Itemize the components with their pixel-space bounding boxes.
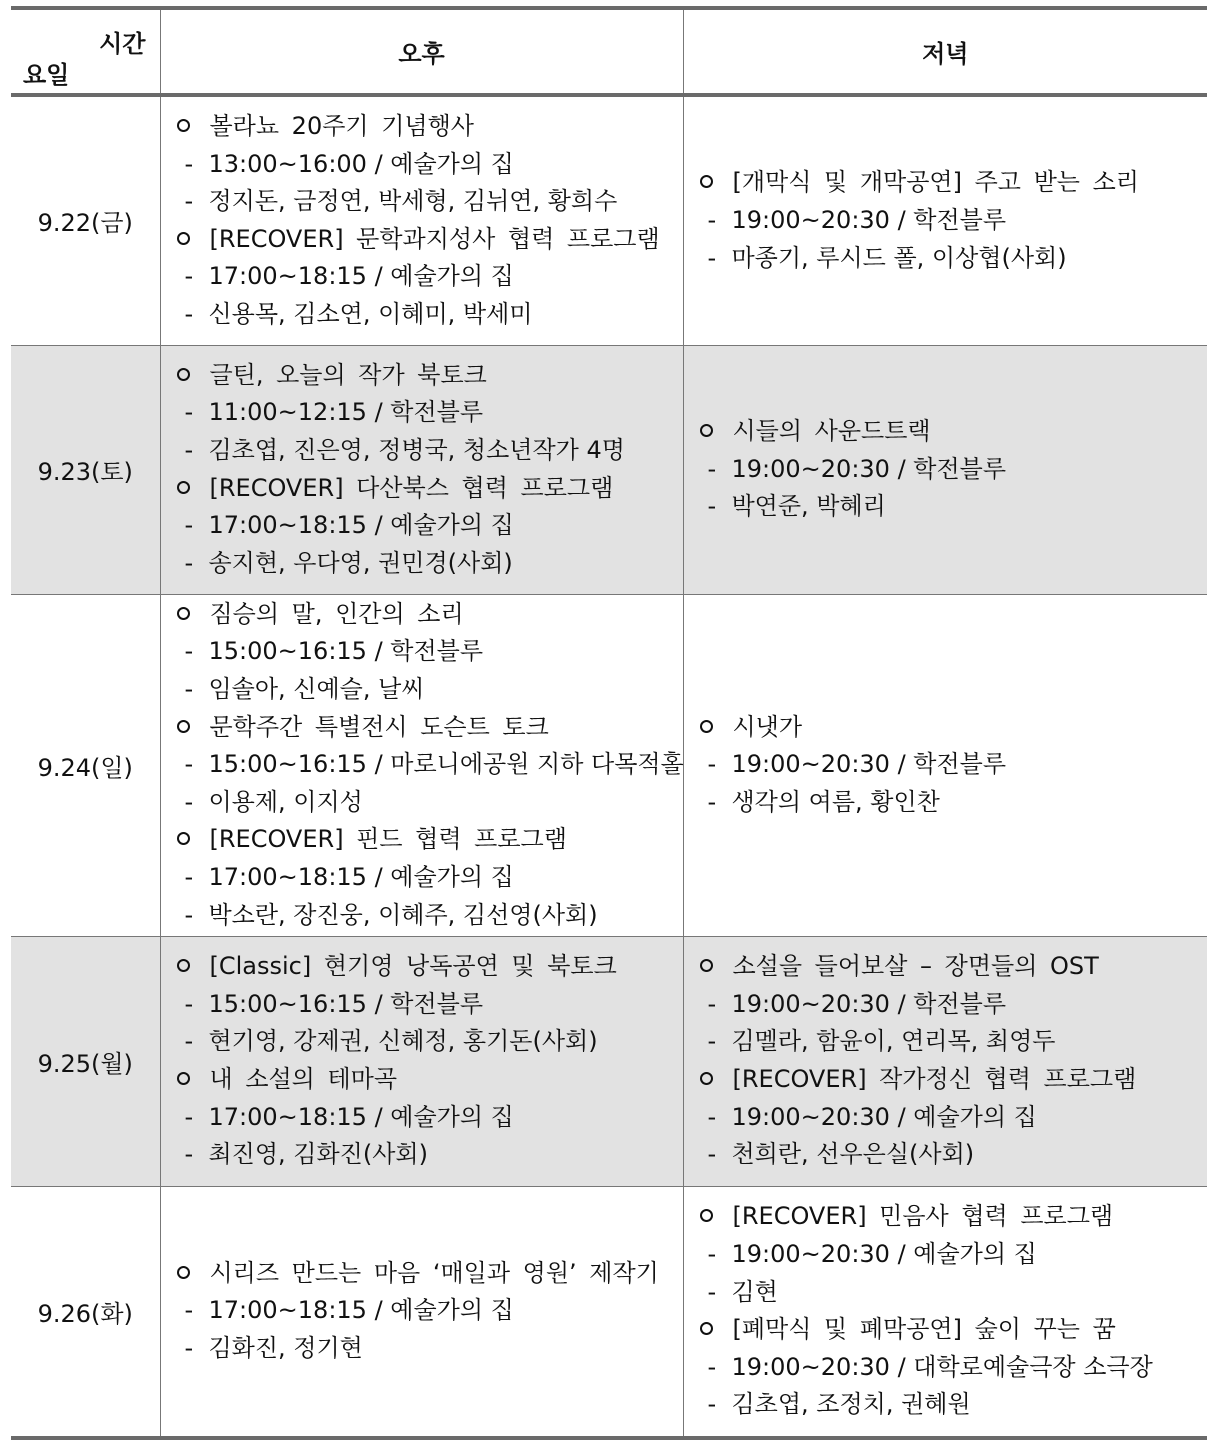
event-time-venue-line [177, 986, 673, 1024]
event-time-venue-line [700, 1099, 1198, 1137]
bullet-circle-icon [700, 1209, 713, 1222]
event-time-venue: 19:00~20:30 / 학전블루 [731, 205, 1007, 234]
schedule-row [11, 345, 1207, 594]
event-list [161, 108, 683, 334]
event-title: 시들의 사운드트랙 [732, 417, 931, 446]
event-participants: 김멜라, 함윤이, 연리목, 최영두 [731, 1027, 1056, 1056]
event-time-venue-line [177, 258, 673, 296]
event-title-line [177, 1061, 673, 1099]
bullet-circle-icon [700, 720, 713, 733]
event-participants-line [177, 1136, 673, 1174]
event-title-line [177, 596, 673, 634]
day-cell: 9.22(금) [11, 95, 160, 345]
event-time-venue-line [700, 746, 1198, 784]
dash-marker: - [707, 1277, 717, 1306]
event-time-venue-line [177, 146, 673, 184]
event-participants: 현기영, 강제권, 신혜정, 홍기돈(사회) [208, 1027, 598, 1056]
event-participants-line [700, 488, 1198, 526]
event-time-venue: 19:00~20:30 / 학전블루 [731, 454, 1007, 483]
event-participants-line [177, 1330, 673, 1368]
dash-marker: - [707, 750, 717, 779]
header-afternoon: 오후 [160, 8, 683, 95]
dash-marker: - [707, 243, 717, 272]
event-title-line [177, 1255, 673, 1293]
event-time-venue: 19:00~20:30 / 예술가의 집 [731, 1102, 1037, 1131]
dash-marker: - [707, 1140, 717, 1169]
event-title-line [700, 948, 1198, 986]
schedule-row [11, 95, 1207, 345]
event-participants: 최진영, 김화진(사회) [208, 1140, 428, 1169]
evening-cell [683, 345, 1207, 594]
dash-marker: - [184, 675, 194, 704]
event-participants-line [177, 545, 673, 583]
event-participants-line [700, 784, 1198, 822]
event-participants: 송지현, 우다영, 권민경(사회) [208, 548, 513, 577]
event-participants-line [177, 897, 673, 935]
afternoon-cell [160, 936, 683, 1186]
event-time-venue: 15:00~16:15 / 마로니에공원 지하 다목적홀 [208, 750, 684, 779]
dash-marker: - [184, 1334, 194, 1363]
evening-cell [683, 95, 1207, 345]
event-participants: 마종기, 루시드 폴, 이상협(사회) [731, 243, 1067, 272]
header-time-label: 시간 [99, 30, 146, 58]
dash-marker: - [707, 454, 717, 483]
dash-marker: - [184, 862, 194, 891]
event-time-venue-line [700, 1236, 1198, 1274]
day-cell: 9.26(화) [11, 1186, 160, 1438]
event-title-line [177, 108, 673, 146]
dash-marker: - [707, 1102, 717, 1131]
afternoon-cell [160, 594, 683, 936]
dash-marker: - [184, 750, 194, 779]
event-time-venue-line [177, 633, 673, 671]
event-title: [RECOVER] 다산북스 협력 프로그램 [209, 473, 614, 502]
dash-marker: - [184, 511, 194, 540]
event-participants: 임솔아, 신예슬, 날씨 [208, 675, 425, 704]
event-participants: 김현 [731, 1277, 778, 1306]
event-title: 시냇가 [732, 712, 803, 741]
event-title-line [700, 1198, 1198, 1236]
corner-header [11, 8, 160, 95]
bullet-circle-icon [177, 368, 190, 381]
dash-marker: - [707, 205, 717, 234]
event-time-venue: 19:00~20:30 / 대학로예술극장 소극장 [731, 1352, 1153, 1381]
event-participants-line [177, 784, 673, 822]
event-time-venue: 19:00~20:30 / 예술가의 집 [731, 1240, 1037, 1269]
event-title-line [177, 709, 673, 747]
event-title: [RECOVER] 민음사 협력 프로그램 [732, 1202, 1114, 1231]
bullet-circle-icon [177, 119, 190, 132]
event-list [161, 357, 683, 583]
event-title: [폐막식 및 폐막공연] 숲이 꾸는 꿈 [732, 1315, 1116, 1344]
event-title-line [177, 221, 673, 259]
event-title-line [700, 1061, 1198, 1099]
dash-marker: - [184, 1027, 194, 1056]
event-title-line [177, 357, 673, 395]
event-participants: 정지돈, 금정연, 박세형, 김뉘연, 황희수 [208, 187, 618, 216]
event-participants: 천희란, 선우은실(사회) [731, 1140, 975, 1169]
event-participants: 생각의 여름, 황인찬 [731, 787, 940, 816]
event-title: 소설을 들어보살 – 장면들의 OST [732, 952, 1099, 981]
dash-marker: - [184, 262, 194, 291]
dash-marker: - [184, 435, 194, 464]
event-time-venue-line [177, 859, 673, 897]
dash-marker: - [184, 900, 194, 929]
dash-marker: - [184, 989, 194, 1018]
event-list [161, 948, 683, 1174]
event-participants: 박연준, 박혜리 [731, 492, 886, 521]
event-title-line [700, 1311, 1198, 1349]
bullet-circle-icon [177, 1072, 190, 1085]
dash-marker: - [707, 1352, 717, 1381]
dash-marker: - [184, 637, 194, 666]
bullet-circle-icon [177, 1266, 190, 1279]
event-title: 짐승의 말, 인간의 소리 [209, 599, 464, 628]
day-cell: 9.23(토) [11, 345, 160, 594]
event-title: 문학주간 특별전시 도슨트 토크 [209, 712, 549, 741]
event-time-venue-line [700, 202, 1198, 240]
bullet-circle-icon [177, 607, 190, 620]
event-list [161, 596, 683, 934]
event-title: [RECOVER] 작가정신 협력 프로그램 [732, 1065, 1137, 1093]
event-title: [개막식 및 개막공연] 주고 받는 소리 [732, 168, 1139, 197]
event-participants: 신용목, 김소연, 이혜미, 박세미 [208, 299, 533, 328]
event-time-venue-line [177, 1292, 673, 1330]
event-title: [RECOVER] 핀드 협력 프로그램 [209, 825, 567, 854]
evening-cell [683, 594, 1207, 936]
bullet-circle-icon [177, 959, 190, 972]
event-time-venue: 19:00~20:30 / 학전블루 [731, 750, 1007, 779]
event-title-line [177, 948, 673, 986]
event-participants-line [177, 183, 673, 221]
event-title: 내 소설의 테마곡 [209, 1065, 398, 1093]
header-evening: 저녁 [683, 8, 1207, 95]
bullet-circle-icon [700, 175, 713, 188]
dash-marker: - [707, 787, 717, 816]
event-time-venue-line [700, 1349, 1198, 1387]
dash-marker: - [707, 492, 717, 521]
header-day-label: 요일 [23, 61, 70, 89]
header-row [11, 8, 1207, 95]
event-title-line [177, 470, 673, 508]
event-time-venue-line [177, 394, 673, 432]
event-time-venue-line [177, 507, 673, 545]
event-title: [RECOVER] 문학과지성사 협력 프로그램 [209, 224, 660, 253]
event-participants-line [177, 432, 673, 470]
evening-cell [683, 936, 1207, 1186]
event-time-venue: 17:00~18:15 / 예술가의 집 [208, 1296, 514, 1325]
event-participants: 김초엽, 진은영, 정병국, 청소년작가 4명 [208, 435, 625, 464]
day-cell: 9.25(월) [11, 936, 160, 1186]
event-list [684, 948, 1208, 1174]
evening-cell [683, 1186, 1207, 1438]
schedule-row [11, 1186, 1207, 1438]
dash-marker: - [707, 1240, 717, 1269]
afternoon-cell [160, 95, 683, 345]
event-title-line [700, 709, 1198, 747]
event-time-venue: 15:00~16:15 / 학전블루 [208, 637, 484, 666]
dash-marker: - [707, 989, 717, 1018]
event-time-venue: 17:00~18:15 / 예술가의 집 [208, 262, 514, 291]
schedule-row [11, 936, 1207, 1186]
schedule-row [11, 594, 1207, 936]
bullet-circle-icon [700, 424, 713, 437]
bullet-circle-icon [177, 232, 190, 245]
event-participants: 이용제, 이지성 [208, 787, 363, 816]
event-time-venue: 19:00~20:30 / 학전블루 [731, 989, 1007, 1018]
event-title: 글틴, 오늘의 작가 북토크 [209, 360, 487, 389]
event-time-venue: 15:00~16:15 / 학전블루 [208, 989, 484, 1018]
dash-marker: - [184, 187, 194, 216]
event-participants-line [177, 671, 673, 709]
event-time-venue: 17:00~18:15 / 예술가의 집 [208, 862, 514, 891]
event-participants-line [700, 1023, 1198, 1061]
event-time-venue-line [177, 746, 684, 784]
bullet-circle-icon [177, 832, 190, 845]
event-time-venue: 17:00~18:15 / 예술가의 집 [208, 1102, 514, 1131]
event-participants-line [700, 240, 1198, 278]
dash-marker: - [184, 1296, 194, 1325]
event-time-venue-line [700, 451, 1198, 489]
dash-marker: - [707, 1027, 717, 1056]
event-participants-line [177, 296, 673, 334]
event-list [684, 413, 1208, 526]
event-list [684, 164, 1208, 277]
event-participants: 박소란, 장진웅, 이혜주, 김선영(사회) [208, 900, 598, 929]
bullet-circle-icon [177, 720, 190, 733]
event-time-venue-line [700, 986, 1198, 1024]
dash-marker: - [184, 299, 194, 328]
event-title: 볼라뇨 20주기 기념행사 [209, 111, 474, 140]
dash-marker: - [184, 1102, 194, 1131]
event-time-venue: 11:00~12:15 / 학전블루 [208, 398, 484, 427]
event-title-line [177, 821, 673, 859]
event-time-venue: 17:00~18:15 / 예술가의 집 [208, 511, 514, 540]
event-title: [Classic] 현기영 낭독공연 및 북토크 [209, 952, 617, 981]
event-title: 시리즈 만드는 마음 ‘매일과 영원’ 제작기 [209, 1258, 659, 1287]
event-title-line [700, 164, 1198, 202]
bullet-circle-icon [700, 1072, 713, 1085]
bullet-circle-icon [700, 1322, 713, 1335]
event-participants-line [700, 1274, 1198, 1312]
dash-marker: - [707, 1390, 717, 1419]
afternoon-cell [160, 1186, 683, 1438]
event-list [684, 1198, 1208, 1424]
event-participants: 김초엽, 조정치, 권혜원 [731, 1390, 971, 1419]
event-time-venue: 13:00~16:00 / 예술가의 집 [208, 149, 514, 178]
event-participants-line [700, 1386, 1198, 1424]
event-participants-line [700, 1136, 1198, 1174]
event-participants: 김화진, 정기현 [208, 1334, 363, 1363]
event-list [684, 709, 1208, 822]
dash-marker: - [184, 398, 194, 427]
dash-marker: - [184, 548, 194, 577]
event-time-venue-line [177, 1099, 673, 1137]
event-participants-line [177, 1023, 673, 1061]
dash-marker: - [184, 1140, 194, 1169]
dash-marker: - [184, 787, 194, 816]
event-title-line [700, 413, 1198, 451]
event-list [161, 1255, 683, 1368]
day-cell: 9.24(일) [11, 594, 160, 936]
afternoon-cell [160, 345, 683, 594]
bullet-circle-icon [700, 959, 713, 972]
schedule-table [11, 6, 1207, 1440]
dash-marker: - [184, 149, 194, 178]
bullet-circle-icon [177, 481, 190, 494]
